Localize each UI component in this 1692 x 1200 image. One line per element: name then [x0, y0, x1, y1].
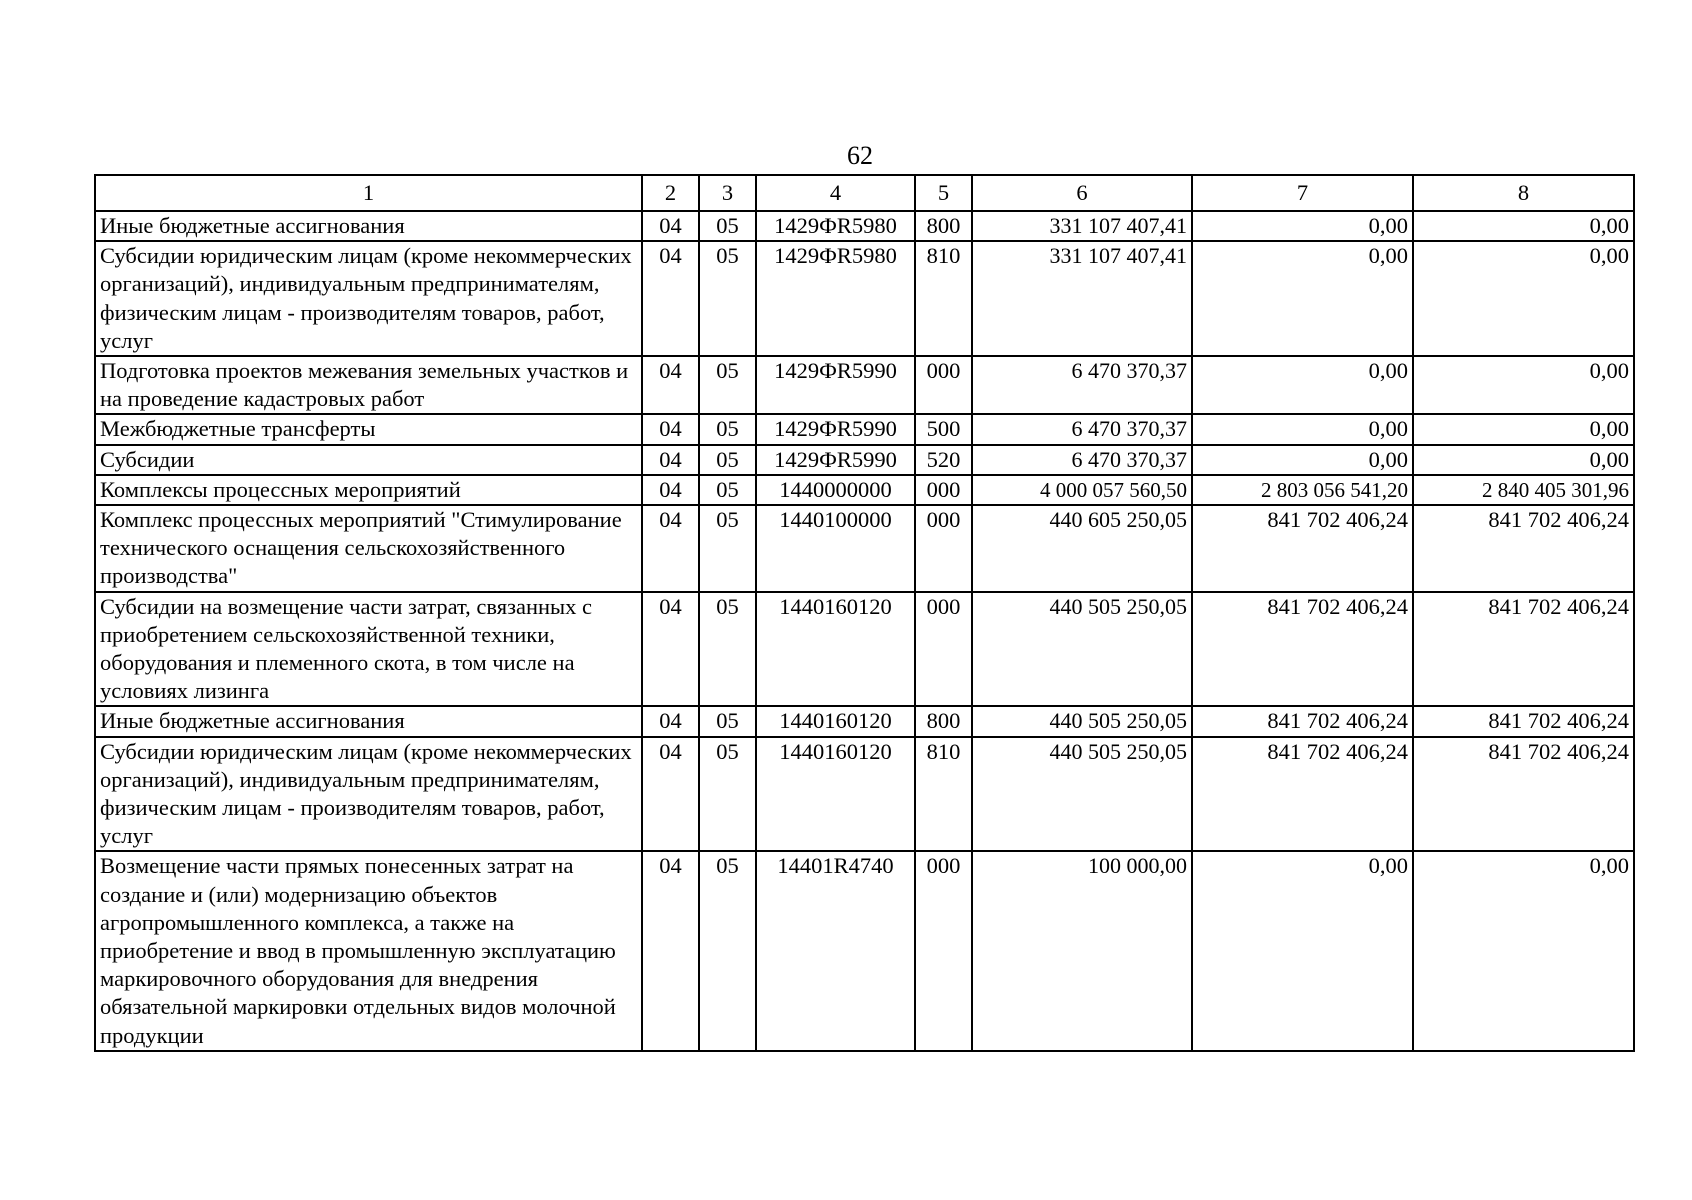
- amount-col-7: 841 702 406,24: [1192, 706, 1413, 736]
- amount-col-7: 841 702 406,24: [1192, 505, 1413, 592]
- amount-col-8: 841 702 406,24: [1413, 592, 1634, 707]
- amount-col-6: 331 107 407,41: [972, 211, 1192, 241]
- amount-col-8: 841 702 406,24: [1413, 505, 1634, 592]
- table-row: [95, 851, 1634, 1050]
- amount-col-6: 4 000 057 560,50: [972, 475, 1192, 505]
- section-code: 04: [642, 737, 699, 852]
- amount-col-8: 2 840 405 301,96: [1413, 475, 1634, 505]
- amount-col-8: 0,00: [1413, 414, 1634, 444]
- section-code: 04: [642, 592, 699, 707]
- amount-col-8: 841 702 406,24: [1413, 737, 1634, 852]
- header-cell: 4: [756, 175, 915, 211]
- expense-type-code: 000: [915, 851, 972, 1050]
- item-name: Комплексы процессных мероприятий: [95, 475, 642, 505]
- amount-col-7: 841 702 406,24: [1192, 737, 1413, 852]
- subsection-code: 05: [699, 445, 756, 475]
- item-name: Иные бюджетные ассигнования: [95, 211, 642, 241]
- expense-type-code: 500: [915, 414, 972, 444]
- table-row: [95, 505, 1634, 592]
- header-cell: 5: [915, 175, 972, 211]
- target-article-code: 1440000000: [756, 475, 915, 505]
- item-name: Межбюджетные трансферты: [95, 414, 642, 444]
- page-number: 62: [847, 141, 873, 170]
- expense-type-code: 000: [915, 356, 972, 414]
- expense-type-code: 810: [915, 737, 972, 852]
- table-row: [95, 445, 1634, 475]
- amount-col-8: 0,00: [1413, 211, 1634, 241]
- expense-type-code: 000: [915, 475, 972, 505]
- amount-col-8: 0,00: [1413, 445, 1634, 475]
- target-article-code: 1429ФR5990: [756, 356, 915, 414]
- amount-col-6: 331 107 407,41: [972, 241, 1192, 356]
- table-row: [95, 475, 1634, 505]
- item-name: Субсидии юридическим лицам (кроме некоммерческих организаций), индивидуальным предпринимателям, физическим лицам - производителям товаров, работ, услуг: [95, 737, 642, 852]
- section-code: 04: [642, 356, 699, 414]
- table-row: [95, 211, 1634, 241]
- amount-col-6: 440 505 250,05: [972, 592, 1192, 707]
- header-cell: 7: [1192, 175, 1413, 211]
- target-article-code: 1429ФR5980: [756, 211, 915, 241]
- expense-type-code: 800: [915, 706, 972, 736]
- subsection-code: 05: [699, 706, 756, 736]
- item-name: Субсидии на возмещение части затрат, связанных с приобретением сельскохозяйственной техники, оборудования и племенного скота, в том числе на условиях лизинга: [95, 592, 642, 707]
- amount-col-7: 0,00: [1192, 211, 1413, 241]
- section-code: 04: [642, 445, 699, 475]
- amount-col-7: 0,00: [1192, 356, 1413, 414]
- section-code: 04: [642, 706, 699, 736]
- table-row: [95, 592, 1634, 707]
- table-row: [95, 737, 1634, 852]
- table-body: [95, 175, 1634, 1051]
- section-code: 04: [642, 851, 699, 1050]
- expense-type-code: 000: [915, 505, 972, 592]
- amount-col-6: 440 605 250,05: [972, 505, 1192, 592]
- target-article-code: 1440160120: [756, 592, 915, 707]
- subsection-code: 05: [699, 211, 756, 241]
- item-name: Субсидии: [95, 445, 642, 475]
- amount-col-8: 841 702 406,24: [1413, 706, 1634, 736]
- header-cell: 8: [1413, 175, 1634, 211]
- subsection-code: 05: [699, 851, 756, 1050]
- amount-col-7: 0,00: [1192, 414, 1413, 444]
- expense-type-code: 800: [915, 211, 972, 241]
- section-code: 04: [642, 211, 699, 241]
- expense-type-code: 520: [915, 445, 972, 475]
- item-name: Возмещение части прямых понесенных затрат на создание и (или) модернизацию объектов агропромышленного комплекса, а также на приобретение и ввод в промышленную эксплуатацию маркировочного оборудования для внедрения обязательной маркировки отдельных видов молочной продукции: [95, 851, 642, 1050]
- target-article-code: 1440100000: [756, 505, 915, 592]
- amount-col-7: 0,00: [1192, 241, 1413, 356]
- amount-col-6: 440 505 250,05: [972, 737, 1192, 852]
- amount-col-6: 6 470 370,37: [972, 356, 1192, 414]
- section-code: 04: [642, 241, 699, 356]
- subsection-code: 05: [699, 241, 756, 356]
- target-article-code: 1429ФR5990: [756, 414, 915, 444]
- amount-col-8: 0,00: [1413, 851, 1634, 1050]
- expense-type-code: 810: [915, 241, 972, 356]
- subsection-code: 05: [699, 737, 756, 852]
- amount-col-8: 0,00: [1413, 356, 1634, 414]
- target-article-code: 1440160120: [756, 706, 915, 736]
- item-name: Подготовка проектов межевания земельных участков и на проведение кадастровых работ: [95, 356, 642, 414]
- item-name: Субсидии юридическим лицам (кроме некоммерческих организаций), индивидуальным предпринимателям, физическим лицам - производителям товаров, работ, услуг: [95, 241, 642, 356]
- amount-col-8: 0,00: [1413, 241, 1634, 356]
- target-article-code: 1429ФR5980: [756, 241, 915, 356]
- table-row: [95, 706, 1634, 736]
- subsection-code: 05: [699, 356, 756, 414]
- header-cell: 3: [699, 175, 756, 211]
- subsection-code: 05: [699, 505, 756, 592]
- amount-col-7: 841 702 406,24: [1192, 592, 1413, 707]
- section-code: 04: [642, 475, 699, 505]
- target-article-code: 1440160120: [756, 737, 915, 852]
- amount-col-6: 440 505 250,05: [972, 706, 1192, 736]
- amount-col-7: 0,00: [1192, 851, 1413, 1050]
- section-code: 04: [642, 414, 699, 444]
- subsection-code: 05: [699, 414, 756, 444]
- amount-col-6: 6 470 370,37: [972, 445, 1192, 475]
- column-number-header: [95, 175, 1634, 211]
- target-article-code: 1429ФR5990: [756, 445, 915, 475]
- item-name: Комплекс процессных мероприятий "Стимулирование технического оснащения сельскохозяйственного производства": [95, 505, 642, 592]
- table-row: [95, 356, 1634, 414]
- amount-col-6: 6 470 370,37: [972, 414, 1192, 444]
- section-code: 04: [642, 505, 699, 592]
- amount-col-7: 2 803 056 541,20: [1192, 475, 1413, 505]
- table-row: [95, 414, 1634, 444]
- subsection-code: 05: [699, 592, 756, 707]
- target-article-code: 14401R4740: [756, 851, 915, 1050]
- header-cell: 2: [642, 175, 699, 211]
- item-name: Иные бюджетные ассигнования: [95, 706, 642, 736]
- expense-type-code: 000: [915, 592, 972, 707]
- table-row: [95, 241, 1634, 356]
- budget-table: [94, 174, 1635, 1052]
- header-cell: 1: [95, 175, 642, 211]
- amount-col-6: 100 000,00: [972, 851, 1192, 1050]
- amount-col-7: 0,00: [1192, 445, 1413, 475]
- subsection-code: 05: [699, 475, 756, 505]
- header-cell: 6: [972, 175, 1192, 211]
